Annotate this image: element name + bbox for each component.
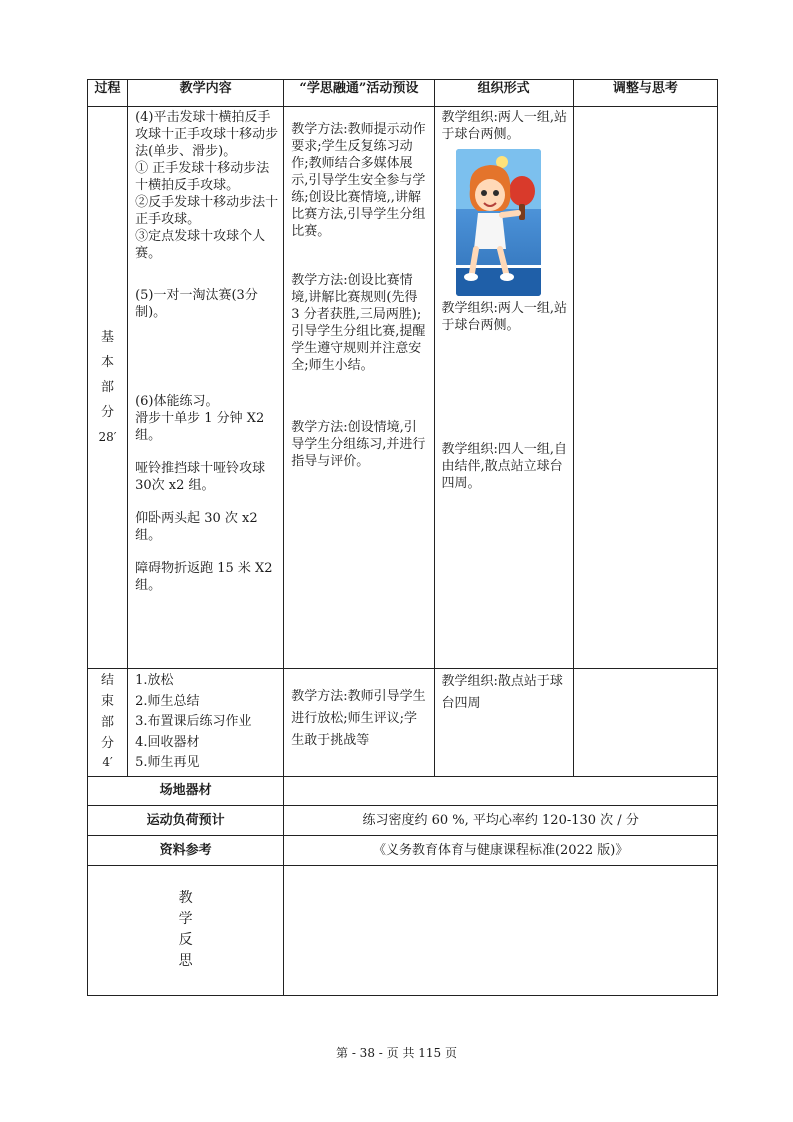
process-char: 分: [101, 736, 115, 751]
basic-organization-cell: [434, 107, 573, 669]
activity-item: 教学方法:创设情境,引导学生分组练习,并进行指导与评价。: [291, 420, 426, 469]
activity-item: 教学方法:教师提示动作要求;学生反复练习动作;教师结合多媒体展示,引导学生安全参与学练;创设比赛情境,,讲解比赛方法,引导学生分组比赛。: [291, 122, 426, 239]
basic-process-cell: [88, 107, 128, 669]
content-item: 哑铃推挡球十哑铃攻球 30次 x2 组。: [135, 461, 266, 493]
ending-activity-cell: [284, 669, 434, 777]
organization-item: 教学组织:四人一组,自由结伴,散点站立球台四周。: [441, 442, 568, 491]
ending-adjust-cell: [573, 669, 717, 777]
activity-item: 教学方法:创设比赛情境,讲解比赛规则(先得 3 分者获胜,三局两胜);引导学生分组比赛,提醒学生遵守规则并注意安全;师生小结。: [291, 273, 426, 373]
load-label: 运动负荷预计: [88, 805, 284, 835]
organization-item: 教学组织:散点站于球台四周: [441, 674, 563, 711]
content-item: 障碍物折返跑 15 米 X2 组。: [135, 561, 273, 593]
venue-label: 场地器材: [88, 776, 284, 805]
process-char: 基: [101, 330, 115, 345]
organization-item: 教学组织:两人一组,站于球台两侧。: [441, 301, 568, 333]
basic-section-row: [88, 107, 718, 669]
ending-organization-cell: [434, 669, 573, 777]
basic-adjust-cell: [573, 107, 717, 669]
reflection-label-cell: [88, 865, 284, 995]
content-item: 3.布置课后练习作业: [135, 714, 252, 729]
content-item: ③定点发球十攻球个人赛。: [135, 229, 266, 261]
content-item: 5.师生再见: [135, 755, 200, 770]
content-item: (4)平击发球十横拍反手攻球十正手攻球十移动步法(单步、滑步)。: [135, 110, 279, 159]
header-content: 教学内容: [128, 80, 284, 107]
table-header-row: [88, 80, 718, 107]
content-item: ②反手发球十移动步法十正手攻球。: [135, 195, 279, 227]
ending-section-row: [88, 669, 718, 777]
load-value: 练习密度约 60 %, 平均心率约 120-130 次 / 分: [284, 805, 718, 835]
process-char: 结: [101, 673, 115, 688]
process-duration: 4′: [102, 755, 113, 769]
reflection-content-cell: [284, 865, 718, 995]
process-char: 部: [101, 715, 115, 730]
venue-value: [284, 776, 718, 805]
process-char: 部: [101, 380, 115, 395]
content-item: 2.师生总结: [135, 693, 200, 709]
venue-row: [88, 776, 718, 805]
process-char: 分: [101, 405, 115, 420]
ending-process-cell: [88, 669, 128, 777]
content-item: 仰卧两头起 30 次 x2 组。: [135, 511, 258, 543]
reference-label: 资料参考: [88, 835, 284, 865]
process-duration: 28′: [98, 430, 117, 444]
cartoon-girl-with-paddle-icon: [456, 149, 541, 296]
reference-value: 《义务教育体育与健康课程标准(2022 版)》: [284, 835, 718, 865]
content-item: (6)体能练习。: [135, 394, 219, 409]
lesson-plan-table: [87, 79, 718, 996]
table-tennis-cartoon-illustration: [456, 149, 541, 296]
organization-item: 教学组织:两人一组,站于球台两侧。: [441, 110, 568, 142]
content-item: 4.回收器材: [135, 734, 200, 750]
load-row: [88, 805, 718, 835]
basic-activity-cell: [284, 107, 434, 669]
content-item: (5)一对一淘汰赛(3分制)。: [135, 288, 258, 320]
reflection-row: [88, 865, 718, 995]
page-number-footer: 第 - 38 - 页 共 115 页: [336, 1046, 457, 1060]
reflection-char: 反: [178, 931, 193, 948]
content-item: ① 正手发球十移动步法十横拍反手攻球。: [135, 161, 270, 193]
content-item: 1.放松: [135, 673, 174, 688]
basic-content-cell: [128, 107, 284, 669]
header-organization: 组织形式: [434, 80, 573, 107]
content-item: 滑步十单步 1 分钟 X2 组。: [135, 411, 265, 443]
header-adjust: 调整与思考: [573, 80, 717, 107]
activity-item: 教学方法:教师引导学生进行放松;师生评议;学生敢于挑战等: [291, 689, 426, 748]
reflection-char: 学: [178, 910, 193, 927]
header-process: 过程: [88, 80, 128, 107]
reflection-char: 教: [178, 889, 193, 906]
process-char: 束: [101, 694, 115, 709]
process-char: 本: [101, 355, 115, 370]
reflection-char: 思: [178, 952, 193, 969]
reference-row: [88, 835, 718, 865]
header-activity: “学思融通”活动预设: [284, 80, 434, 107]
ending-content-cell: [128, 669, 284, 777]
